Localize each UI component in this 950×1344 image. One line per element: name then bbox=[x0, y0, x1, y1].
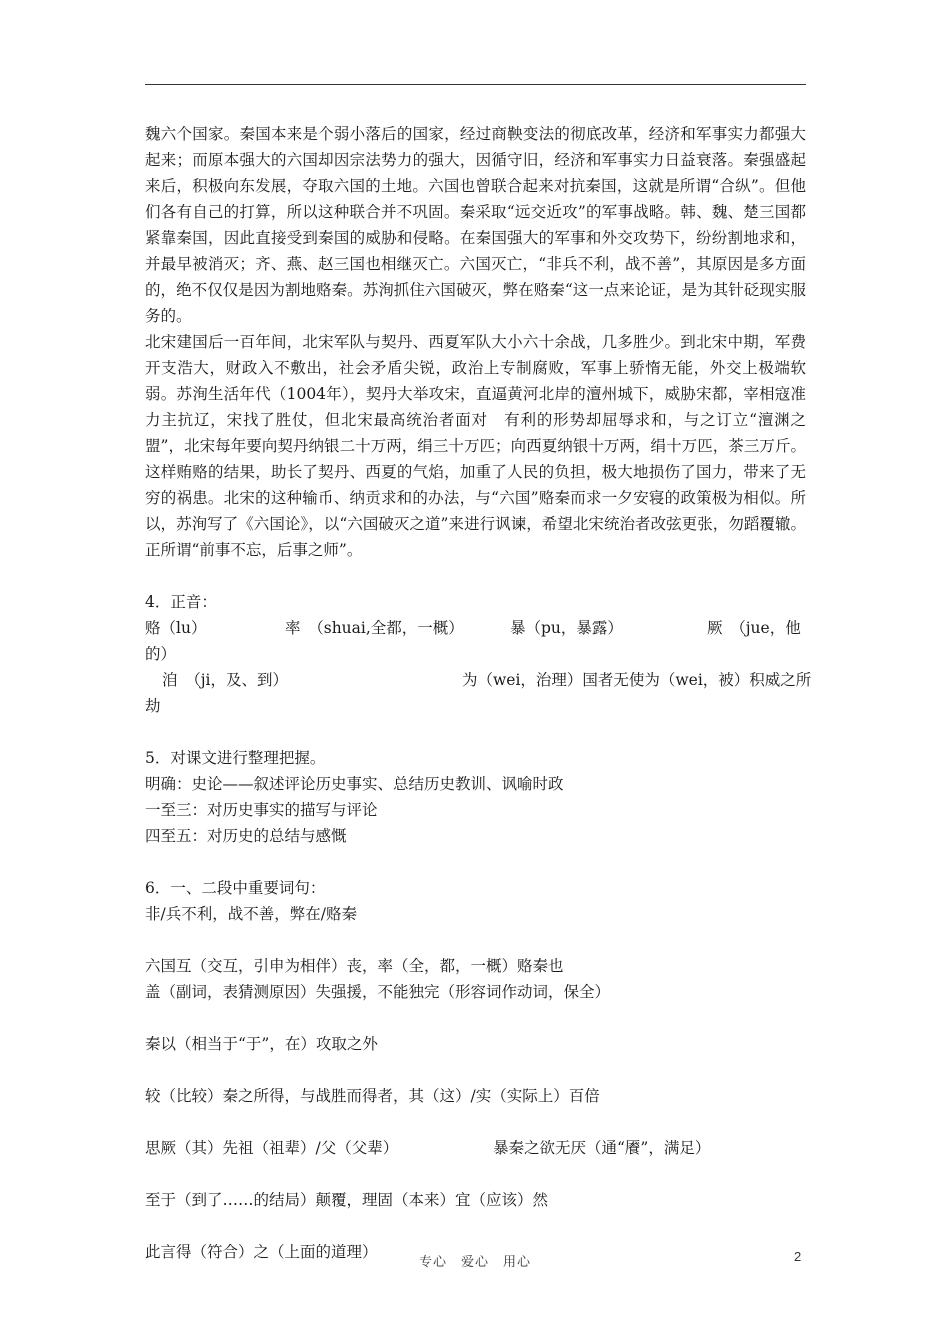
pron-wei: 为（wei，治理）国者无使为（wei，被）积威之所 bbox=[462, 671, 812, 689]
vocab-line: 此言得（符合）之（上面的道理） bbox=[145, 1243, 378, 1261]
vocab-line: 秦以（相当于“于”，在）攻取之外 bbox=[145, 1035, 378, 1053]
vocab-line: 暴秦之欲无厌（通“餍”，满足） bbox=[493, 1139, 711, 1157]
section-4-heading: 4．正音： bbox=[145, 593, 217, 611]
section-4 bbox=[145, 589, 812, 719]
vocab-line: 至于（到了……的结局）颠覆，理固（本来）宜（应该）然 bbox=[145, 1191, 549, 1209]
vocab-line: 思厥（其）先祖（祖辈）/父（父辈） bbox=[145, 1139, 399, 1157]
vocab-line: 盖（副词，表猜测原因）失强援，不能独完（形容词作动词，保全） bbox=[145, 983, 611, 1001]
pron-jue: 厥 （jue，他 bbox=[707, 619, 801, 637]
section-5-heading: 5．对课文进行整理把握。 bbox=[145, 749, 326, 767]
footer-motto: 专心 爱心 用心 bbox=[418, 1255, 531, 1270]
pron-ji: 洎 （ji，及、到） bbox=[162, 671, 289, 689]
pron-wei-cont: 劫 bbox=[145, 697, 161, 715]
section-6-heading: 6．一、二段中重要词句： bbox=[145, 879, 326, 897]
page-number: 2 bbox=[794, 1249, 802, 1264]
pron-lu: 赂（lu） bbox=[145, 619, 207, 637]
document-body bbox=[145, 121, 812, 1265]
pron-pu: 暴（pu，暴露） bbox=[510, 619, 623, 637]
pron-shuai: 率 （shuai,全都，一概） bbox=[285, 619, 464, 637]
section-5-line: 四至五：对历史的总结与感慨 bbox=[145, 827, 347, 845]
pron-jue-cont: 的） bbox=[145, 645, 177, 663]
vocab-line: 较（比较）秦之所得，与战胜而得者，其（这）/实（实际上）百倍 bbox=[145, 1087, 600, 1105]
vocab-line: 六国互（交互，引申为相伴）丧，率（全，都，一概）赂秦也 bbox=[145, 957, 564, 975]
pronunciation-row-2 bbox=[145, 667, 812, 693]
section-5 bbox=[145, 745, 806, 849]
pronunciation-row-1 bbox=[145, 615, 806, 641]
section-6 bbox=[145, 875, 806, 1265]
section-5-line: 明确：史论——叙述评论历史事实、总结历史教训、讽喻时政 bbox=[145, 775, 564, 793]
paragraph-northern-song: 北宋建国后一百年间，北宋军队与契丹、西夏军队大小六十余战，几多胜少。到北宋中期，军费开支浩大，财政入不敷出，社会矛盾尖锐，政治上专制腐败，军事上骄惰无能，外交上极端软弱。苏洵生活年代（1004年），契丹大举攻宋，直逼黄河北岸的澶州城下，威胁宋都，宰相寇准力主抗辽，宋找了胜仗，但北宋最高统治者面对 有利的形势却屈辱求和，与之订立“澶渊之盟”，北宋每年要向契丹纳银二十万两，绢三十万匹；向西夏纳银十万两，绢十万匹，茶三万斤。这样贿赂的结果，助长了契丹、西夏的气焰，加重了人民的负担，极大地损伤了国力，带来了无穷的祸患。北宋的这种输币、纳贡求和的办法，与“六国”赂秦而求一夕安寝的政策极为相似。所以，苏洵写了《六国论》，以“六国破灭之道”来进行讽谏，希望北宋统治者改弦更张，勿蹈覆辙。正所谓“前事不忘，后事之师”。 bbox=[145, 333, 806, 559]
vocab-line: 非/兵不利，战不善，弊在/赂秦 bbox=[145, 905, 357, 923]
paragraph-qin-history: 魏六个国家。秦国本来是个弱小落后的国家，经过商鞅变法的彻底改革，经济和军事实力都强大起来；而原本强大的六国却因宗法势力的强大，因循守旧，经济和军事实力日益衰落。秦强盛起来后，积极向东发展，夺取六国的土地。六国也曾联合起来对抗秦国，这就是所谓“合纵”。但他们各有自己的打算，所以这种联合并不巩固。秦采取“远交近攻”的军事战略。韩、魏、楚三国都紧靠秦国，因此直接受到秦国的威胁和侵略。在秦国强大的军事和外交攻势下，纷纷割地求和，并最早被消灭；齐、燕、赵三国也相继灭亡。六国灭亡，“非兵不利，战不善”，其原因是多方面的，绝不仅仅是因为割地赂秦。苏洵抓住六国破灭，弊在赂秦“这一点来论证，是为其针砭现实服务的。 bbox=[145, 125, 806, 325]
section-5-line: 一至三：对历史事实的描写与评论 bbox=[145, 801, 378, 819]
header-rule bbox=[145, 84, 806, 85]
